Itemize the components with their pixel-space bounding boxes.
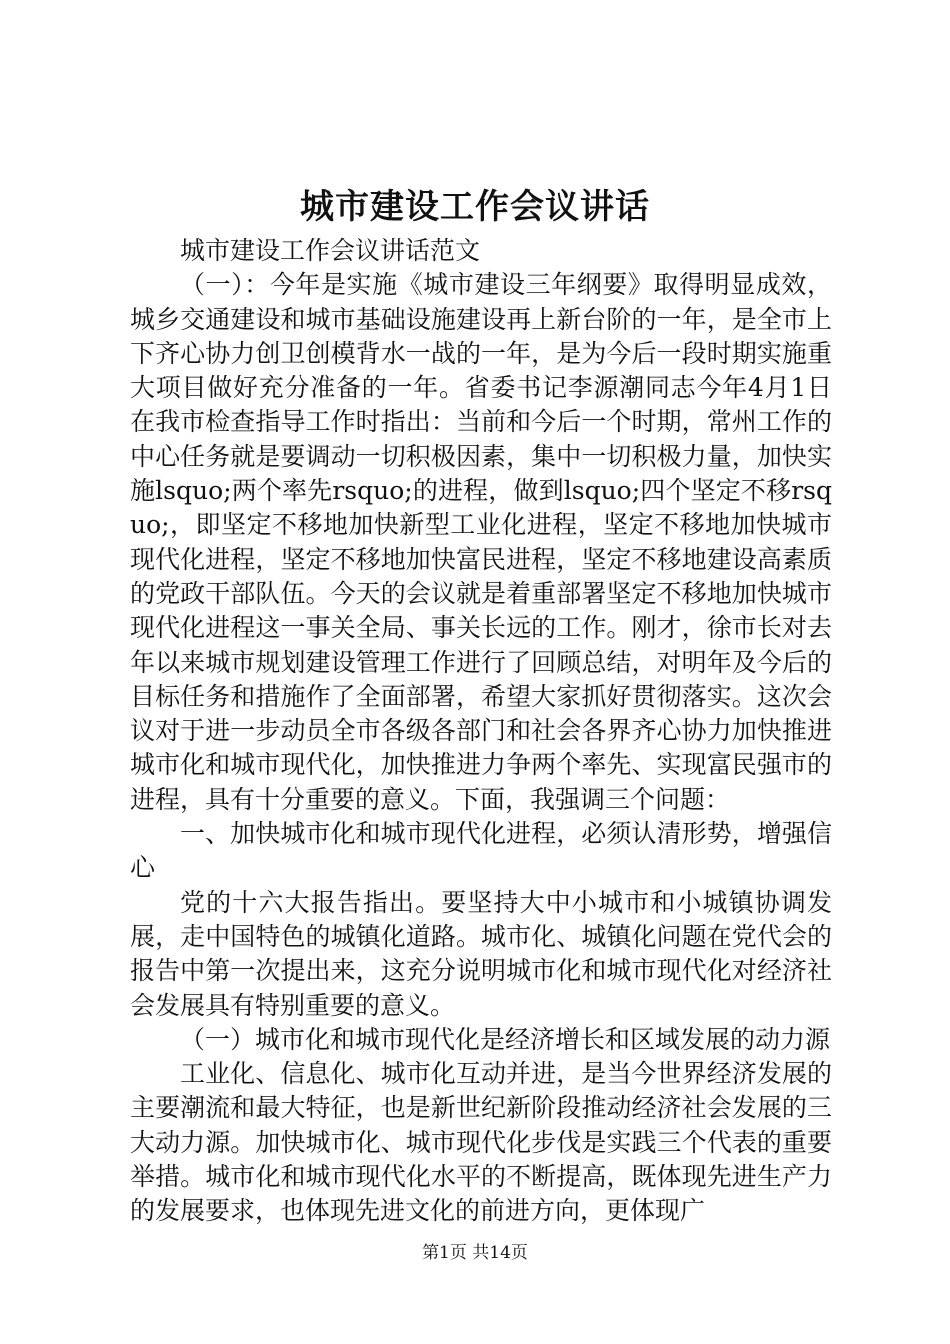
document-title: 城市建设工作会议讲话 — [300, 187, 650, 227]
document-body — [130, 234, 832, 1229]
paragraph-subtitle: 城市建设工作会议讲话范文 — [180, 236, 481, 265]
section-heading-1: 一、加快城市化和城市现代化进程，必须认清形势，增强信心 — [130, 819, 832, 883]
paragraph-subsection-1: 工业化、信息化、城市化互动并进，是当今世界经济发展的主要潮流和最大特征，也是新世纪新阶段推动经济社会发展的三大动力源。加快城市化、城市现代化步伐是实践三个代表的重要举措。城市化和城市现代化水平的不断提高，既体现先进生产力的发展要求，也体现先进文化的前进方向，更体现广 — [130, 1059, 832, 1226]
paragraph-intro: （一）：今年是实施《城市建设三年纲要》取得明显成效，城乡交通建设和城市基础设施建设再上新台阶的一年，是全市上下齐心协力创卫创模背水一战的一年，是为今后一段时期实施重大项目做好充分准备的一年。省委书记李源潮同志今年4月1日在我市检查指导工作时指出：当前和今后一个时期，常州工作的中心任务就是要调动一切积极因素，集中一切积极力量，加快实施lsquo;两个率先rsquo;的进程，做到lsquo;四个坚定不移rsquo;，即坚定不移地加快新型工业化进程，坚定不移地加快城市现代化进程，坚定不移地加快富民进程，坚定不移地建设高素质的党政干部队伍。今天的会议就是着重部署坚定不移地加快城市现代化进程这一事关全局、事关长远的工作。刚才，徐市长对去年以来城市规划建设管理工作进行了回顾总结，对明年及今后的目标任务和措施作了全面部署，希望大家抓好贯彻落实。这次会议对于进一步动员全市各级各部门和社会各界齐心协力加快推进城市化和城市现代化，加快推进力争两个率先、实现富民强市的进程，具有十分重要的意义。下面，我强调三个问题： — [130, 270, 832, 814]
page-number-footer: 第1页 共14页 — [422, 1243, 528, 1263]
subsection-heading-1: （一）城市化和城市现代化是经济增长和区域发展的动力源 — [180, 1024, 831, 1054]
paragraph-section-1: 党的十六大报告指出。要坚持大中小城市和小城镇协调发展，走中国特色的城镇化道路。城市化、城镇化问题在党代会的报告中第一次提出来，这充分说明城市化和城市现代化对经济社会发展具有特别重要的意义。 — [130, 887, 832, 1020]
